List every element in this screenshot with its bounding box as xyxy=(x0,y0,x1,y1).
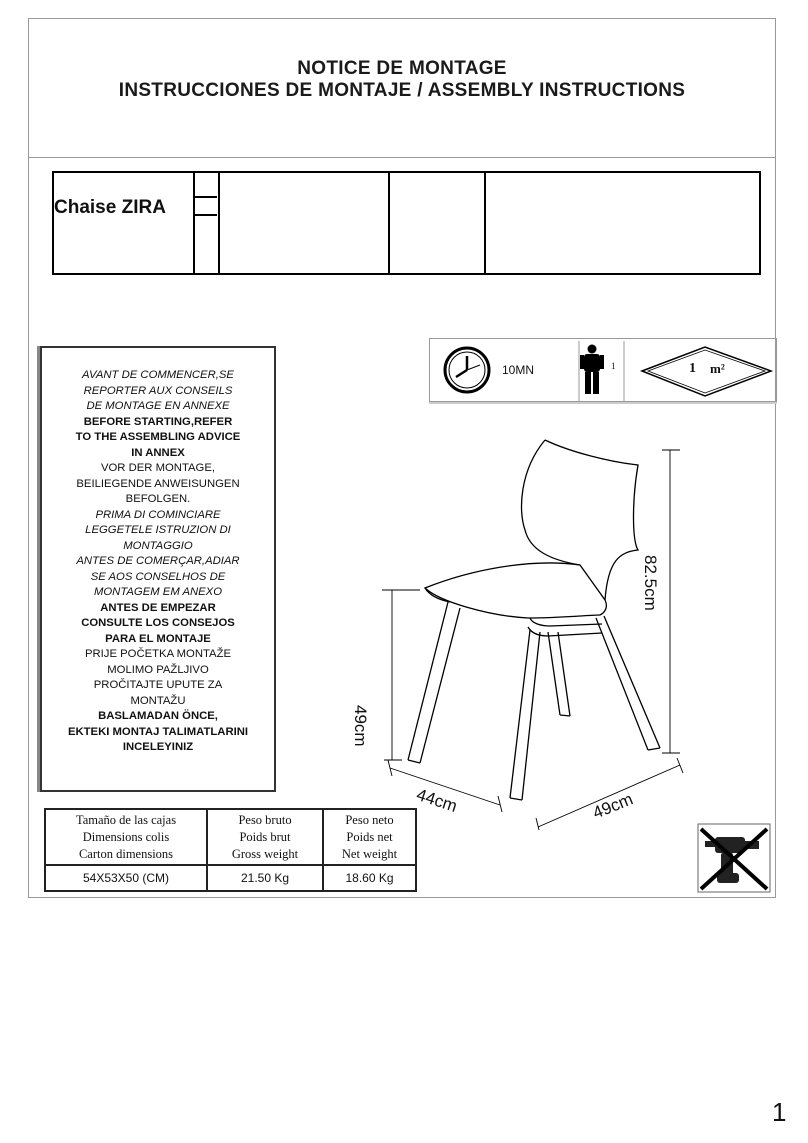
dim-height-total: 82.5cm xyxy=(641,555,660,611)
notice-line: MONTAGEM EM ANEXO xyxy=(93,586,223,598)
person-icon xyxy=(580,345,604,395)
specs-value-row xyxy=(45,865,416,891)
notice-line: BASLAMADAN ÖNCE, xyxy=(98,710,218,722)
notice-line: BEFORE STARTING,REFER xyxy=(83,415,233,428)
floor-space-icon xyxy=(642,347,771,396)
notice-line: PROČITAJTE UPUTE ZA xyxy=(93,679,223,691)
space-number: 1 xyxy=(689,361,696,376)
specs-header-row xyxy=(45,809,416,865)
notice-line: PARA EL MONTAJE xyxy=(105,632,211,645)
box-mark xyxy=(195,196,217,198)
space-unit: m² xyxy=(710,361,725,376)
dim-depth: 44cm xyxy=(414,785,460,816)
notice-line: BEFOLGEN. xyxy=(125,493,191,505)
no-drill-icon xyxy=(697,823,771,893)
product-box-row xyxy=(52,171,761,275)
notice-line: ANTES DE COMERÇAR,ADIAR xyxy=(76,555,240,567)
notice-line: MONTAŽU xyxy=(130,694,186,707)
header-divider xyxy=(28,157,776,158)
notice-line: IN ANNEX xyxy=(131,446,185,459)
person-count: 1 xyxy=(611,361,616,371)
notice-line: VOR DER MONTAGE, xyxy=(100,462,216,474)
header-gross: Peso bruto Poids brut Gross weight xyxy=(207,809,323,865)
notice-lines xyxy=(42,348,274,756)
assembly-time: 10MN xyxy=(502,363,535,377)
box-divider xyxy=(218,171,220,275)
notice-line: ANTES DE EMPEZAR xyxy=(100,601,216,614)
dim-seat-height: 49cm xyxy=(351,705,370,747)
header-net: Peso neto Poids net Net weight xyxy=(323,809,416,865)
value-carton: 54X53X50 (CM) xyxy=(45,865,207,891)
chair-diagram xyxy=(370,430,690,830)
page-number: 1 xyxy=(772,1097,787,1127)
multilingual-notice xyxy=(40,346,276,792)
dim-width: 49cm xyxy=(590,789,636,823)
notice-line: CONSULTE LOS CONSEJOS xyxy=(81,617,235,629)
notice-line: LEGGETELE ISTRUZION DI xyxy=(85,524,231,536)
box-divider xyxy=(388,171,390,275)
notice-line: MONTAGGIO xyxy=(123,539,193,552)
box-mark xyxy=(195,214,217,216)
title-line-2: INSTRUCCIONES DE MONTAJE / ASSEMBLY INSTRUCTIONS xyxy=(118,80,686,101)
product-name: Chaise ZIRA xyxy=(54,197,166,218)
box-divider xyxy=(193,171,195,275)
notice-line: AVANT DE COMMENCER,SE xyxy=(82,369,234,381)
clock-icon xyxy=(445,348,489,392)
assembly-info-bar xyxy=(429,338,777,402)
notice-line: INCELEYINIZ xyxy=(122,741,194,753)
notice-line: DE MONTAGE EN ANNEXE xyxy=(86,400,230,412)
notice-line: MOLIMO PAŽLJIVO xyxy=(107,663,209,676)
value-net: 18.60 Kg xyxy=(323,865,416,891)
notice-line: SE AOS CONSELHOS DE xyxy=(90,570,226,583)
title-line-1: NOTICE DE MONTAGE xyxy=(297,58,507,79)
notice-line: BEILIEGENDE ANWEISUNGEN xyxy=(76,477,240,490)
notice-line: PRIMA DI COMINCIARE xyxy=(95,508,221,521)
header-carton: Tamaño de las cajas Dimensions colis Carton dimensions xyxy=(45,809,207,865)
notice-line: PRIJE POČETKA MONTAŽE xyxy=(84,648,232,660)
notice-line: TO THE ASSEMBLING ADVICE xyxy=(75,431,241,443)
box-divider xyxy=(484,171,486,275)
value-gross: 21.50 Kg xyxy=(207,865,323,891)
notice-line: REPORTER AUX CONSEILS xyxy=(83,384,233,397)
notice-line: EKTEKI MONTAJ TALIMATLARINI xyxy=(67,725,249,738)
specs-table xyxy=(44,808,417,892)
